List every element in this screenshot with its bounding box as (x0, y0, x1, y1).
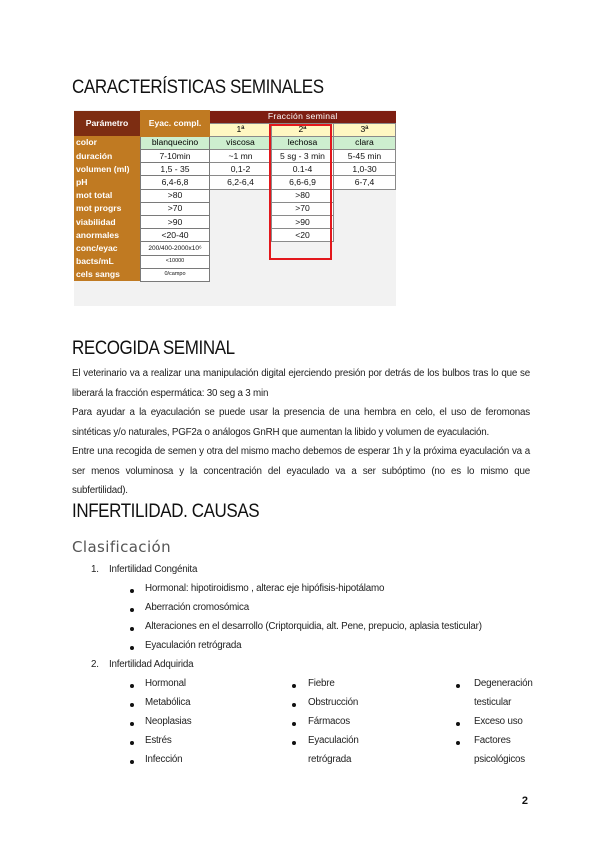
list-item: Estrés (145, 735, 172, 746)
bullet-icon (130, 627, 134, 631)
empty-cell (210, 202, 272, 215)
param-cell: cels sangs (74, 268, 141, 281)
eyac-cell: blanquecino (141, 136, 210, 149)
empty-cell (334, 229, 396, 242)
list-item: Aberración cromosómica (145, 602, 249, 613)
bullet-icon (456, 741, 460, 745)
table-row (74, 176, 396, 189)
list-item: Obstrucción (308, 697, 359, 708)
list-item: retrógrada (308, 754, 352, 765)
page-number: 2 (521, 795, 528, 807)
bullet-icon (130, 722, 134, 726)
f2-cell: <20 (272, 229, 334, 242)
empty-cell (334, 189, 396, 202)
list-item: Fármacos (308, 716, 350, 727)
param-cell: duración (74, 150, 141, 163)
list-number-1: 1. (91, 564, 99, 575)
bullet-icon (292, 684, 296, 688)
param-cell: color (74, 136, 141, 149)
table-row (74, 202, 396, 215)
f1-cell: ~1 mn (210, 150, 272, 163)
f2-cell: >70 (272, 202, 334, 215)
param-cell: bacts/mL (74, 255, 141, 268)
list-number-2: 2. (91, 659, 99, 670)
table-row (74, 136, 396, 149)
header-f1: 1ª (210, 123, 272, 136)
empty-cell (334, 216, 396, 229)
param-cell: anormales (74, 229, 141, 242)
list-item: Fiebre (308, 678, 335, 689)
empty-cell (334, 202, 396, 215)
f3-cell: clara (334, 136, 396, 149)
bullet-icon (130, 646, 134, 650)
list-item: Alteraciones en el desarrollo (Criptorquidia, alt. Pene, prepucio, aplasia testicular) (145, 621, 482, 632)
list-item: Exceso uso (474, 716, 523, 727)
table-row (74, 255, 396, 268)
eyac-cell: 6,4-6,8 (141, 176, 210, 189)
param-cell: conc/eyac (74, 242, 141, 255)
param-cell: volumen (ml) (74, 163, 141, 176)
bullet-icon (130, 608, 134, 612)
list-item: Neoplasias (145, 716, 192, 727)
list-item: Hormonal: hipotiroidismo , alterac eje hipófisis-hipotálamo (145, 583, 385, 594)
f2-cell: 6,6-6,9 (272, 176, 334, 189)
f3-cell: 5-45 min (334, 150, 396, 163)
header-parametro: Parámetro (74, 111, 141, 137)
infertilidad-title: INFERTILIDAD. CAUSAS (72, 500, 260, 522)
header-eyac: Eyac. compl. (141, 111, 210, 137)
bullet-icon (130, 741, 134, 745)
bullet-icon (292, 722, 296, 726)
f2-cell: >80 (272, 189, 334, 202)
empty-cell (210, 255, 396, 268)
list-item: Eyaculación (308, 735, 359, 746)
list-item: Factores (474, 735, 511, 746)
bullet-icon (130, 589, 134, 593)
f3-cell: 1,0-30 (334, 163, 396, 176)
f2-cell: 0.1-4 (272, 163, 334, 176)
param-cell: mot total (74, 189, 141, 202)
empty-cell (210, 229, 272, 242)
list-item: Infección (145, 754, 183, 765)
list-item: Metabólica (145, 697, 191, 708)
eyac-cell: <20-40 (141, 229, 210, 242)
list-item: psicológicos (474, 754, 525, 765)
eyac-cell: >70 (141, 202, 210, 215)
empty-cell (210, 189, 272, 202)
bullet-icon (456, 684, 460, 688)
f1-cell: 0,1-2 (210, 163, 272, 176)
param-cell: viabilidad (74, 216, 141, 229)
semen-characteristics-table (74, 110, 396, 306)
f1-cell: viscosa (210, 136, 272, 149)
list-item: testicular (474, 697, 512, 708)
list-item-1: Infertilidad Congénita (109, 564, 198, 575)
bullet-icon (130, 684, 134, 688)
list-item: Hormonal (145, 678, 186, 689)
bullet-icon (292, 703, 296, 707)
table-row (74, 268, 396, 281)
bullet-icon (130, 760, 134, 764)
f3-cell: 6-7,4 (334, 176, 396, 189)
list-item-2: Infertilidad Adquirida (109, 659, 194, 670)
recogida-title: RECOGIDA SEMINAL (72, 337, 235, 359)
bullet-icon (292, 741, 296, 745)
list-item: Degeneración (474, 678, 533, 689)
clasificacion-subtitle: Clasificación (72, 538, 172, 556)
eyac-cell: 7-10min (141, 150, 210, 163)
list-item: Eyaculación retrógrada (145, 640, 242, 651)
f2-cell: 5 sg - 3 min (272, 150, 334, 163)
header-f2: 2ª (272, 123, 334, 136)
eyac-cell: >90 (141, 216, 210, 229)
bullet-icon (456, 722, 460, 726)
recogida-paragraph-2: Para ayudar a la eyaculación se puede usar la presencia de una hembra en celo, el uso de feromonas sintéticas y/o naturales, PGF2a o análogos GnRH que aumentan la libido y volumen de eyaculación. (72, 407, 530, 438)
table-row (74, 229, 396, 242)
f1-cell: 6,2-6,4 (210, 176, 272, 189)
eyac-cell: 200/400-2000x10⁶ (141, 242, 210, 255)
empty-cell (210, 216, 272, 229)
bullet-icon (130, 703, 134, 707)
empty-cell (210, 268, 396, 281)
table-row (74, 150, 396, 163)
recogida-paragraph-1: El veterinario va a realizar una manipulación digital ejerciendo presión por detrás de los bulbos tras lo que se liberará la fracción espermática: 30 seg a 3 min (72, 368, 530, 399)
caracteristicas-title: CARACTERÍSTICAS SEMINALES (72, 76, 324, 98)
eyac-cell: 0/campo (141, 268, 210, 281)
param-cell: pH (74, 176, 141, 189)
f2-cell: lechosa (272, 136, 334, 149)
eyac-cell: >80 (141, 189, 210, 202)
param-cell: mot progrs (74, 202, 141, 215)
header-f3: 3ª (334, 123, 396, 136)
eyac-cell: 1,5 - 35 (141, 163, 210, 176)
f2-cell: >90 (272, 216, 334, 229)
table-row (74, 163, 396, 176)
empty-cell (210, 242, 396, 255)
table-row (74, 189, 396, 202)
recogida-paragraph-3: Entre una recogida de semen y otra del mismo macho debemos de esperar 1h y la próxima eyaculación va a ser menos voluminosa y la concentración del eyaculado va a ser subóptimo (no es lo mismo que subfertilidad). (72, 446, 530, 496)
table-row (74, 242, 396, 255)
eyac-cell: <10000 (141, 255, 210, 268)
table-row (74, 216, 396, 229)
header-fraccion: Fracción seminal (210, 111, 396, 124)
